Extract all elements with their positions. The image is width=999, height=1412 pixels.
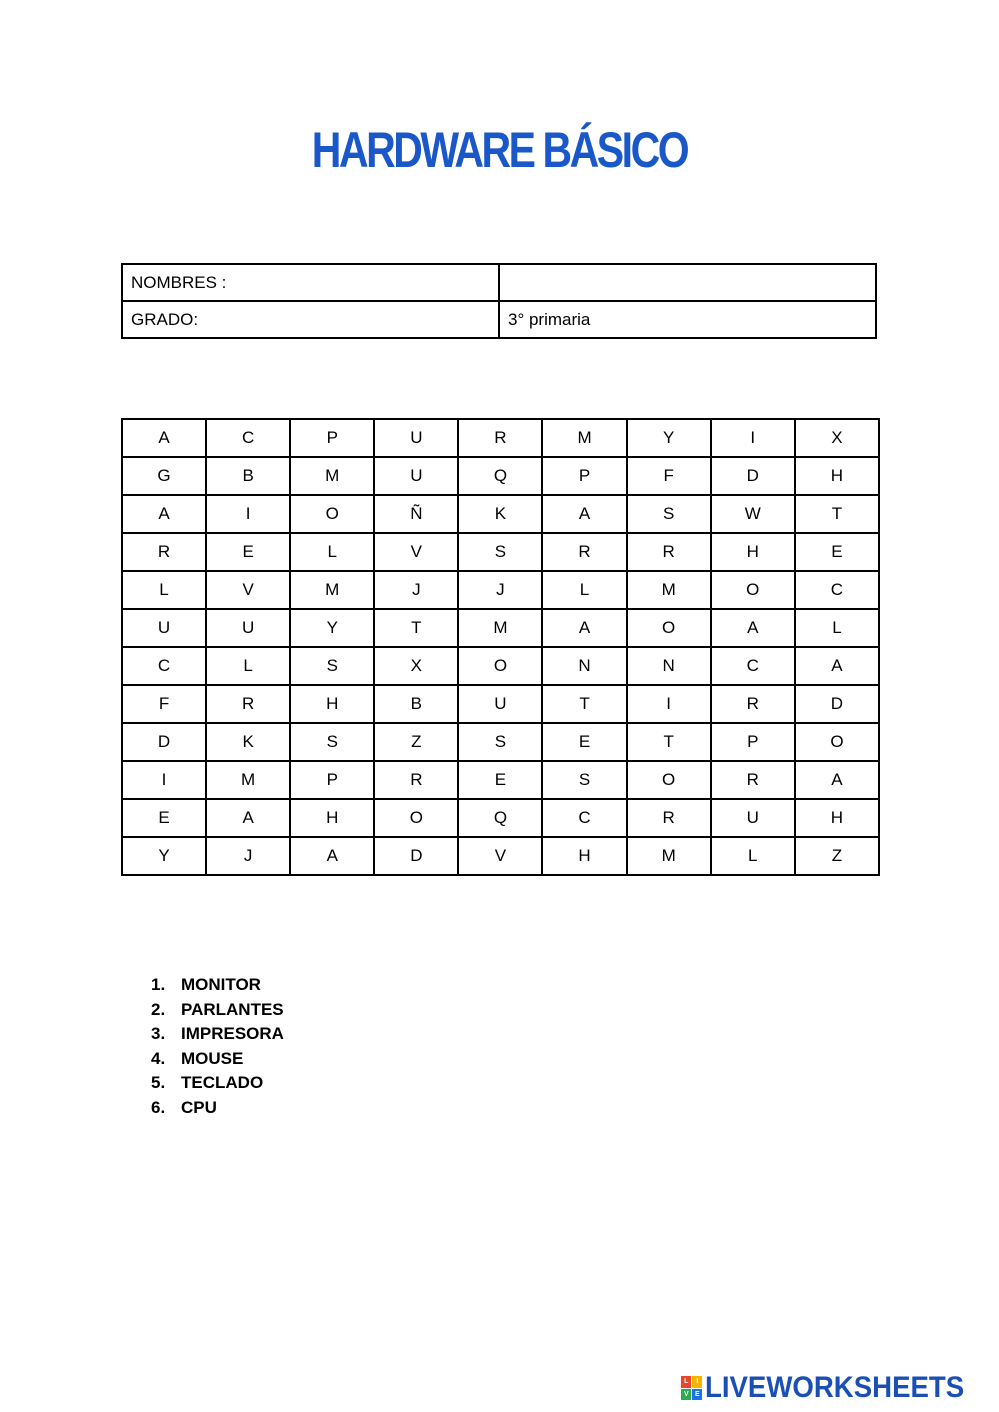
grid-cell[interactable]: O	[290, 495, 374, 533]
word-list-item	[151, 1096, 284, 1121]
footer-branding	[681, 1371, 987, 1405]
grid-cell[interactable]: P	[542, 457, 626, 495]
grid-cell[interactable]: Q	[458, 799, 542, 837]
grid-row	[122, 723, 879, 761]
grid-cell[interactable]: R	[206, 685, 290, 723]
grid-cell[interactable]: F	[122, 685, 206, 723]
grid-cell[interactable]: M	[542, 419, 626, 457]
word-list	[151, 973, 284, 1120]
grid-cell[interactable]: S	[627, 495, 711, 533]
grid-cell[interactable]: C	[795, 571, 879, 609]
word-search-grid	[121, 418, 880, 876]
brand-name: LIVEWORKSHEETS	[705, 1371, 965, 1404]
grid-cell[interactable]: V	[206, 571, 290, 609]
word-number: 6.	[151, 1097, 166, 1117]
grid-row	[122, 571, 879, 609]
word-number: 2.	[151, 999, 166, 1019]
grid-row	[122, 533, 879, 571]
grid-cell[interactable]: P	[290, 761, 374, 799]
grid-cell[interactable]: A	[542, 495, 626, 533]
grid-cell[interactable]: K	[206, 723, 290, 761]
grid-cell[interactable]: S	[290, 723, 374, 761]
grid-cell[interactable]: R	[122, 533, 206, 571]
grid-cell[interactable]: Y	[627, 419, 711, 457]
grid-cell[interactable]: P	[711, 723, 795, 761]
grid-cell[interactable]: C	[206, 419, 290, 457]
grid-cell[interactable]: H	[795, 799, 879, 837]
grid-cell[interactable]: L	[206, 647, 290, 685]
grid-cell[interactable]: U	[206, 609, 290, 647]
grid-cell[interactable]: K	[458, 495, 542, 533]
grid-cell[interactable]: M	[290, 457, 374, 495]
grid-row	[122, 457, 879, 495]
word-number: 4.	[151, 1048, 166, 1068]
grid-cell[interactable]: J	[206, 837, 290, 875]
grid-cell[interactable]: L	[795, 609, 879, 647]
grid-cell[interactable]: A	[206, 799, 290, 837]
names-label: NOMBRES :	[122, 264, 499, 301]
grid-cell[interactable]: D	[374, 837, 458, 875]
grid-cell[interactable]: N	[627, 647, 711, 685]
grid-cell[interactable]: M	[206, 761, 290, 799]
grid-cell[interactable]: C	[711, 647, 795, 685]
word-text: PARLANTES	[181, 999, 284, 1019]
grid-cell[interactable]: D	[795, 685, 879, 723]
grid-cell[interactable]: F	[627, 457, 711, 495]
grid-cell[interactable]: I	[122, 761, 206, 799]
grid-cell[interactable]: A	[795, 761, 879, 799]
grid-cell[interactable]: Ñ	[374, 495, 458, 533]
grid-cell[interactable]: E	[795, 533, 879, 571]
grid-cell[interactable]: X	[374, 647, 458, 685]
grid-row	[122, 799, 879, 837]
grid-cell[interactable]: T	[374, 609, 458, 647]
grid-cell[interactable]: H	[711, 533, 795, 571]
grid-cell[interactable]: A	[542, 609, 626, 647]
word-list-item	[151, 998, 284, 1023]
grid-cell[interactable]: E	[542, 723, 626, 761]
grid-cell[interactable]: U	[122, 609, 206, 647]
grid-cell[interactable]: O	[627, 609, 711, 647]
grid-cell[interactable]: L	[122, 571, 206, 609]
info-row-names	[122, 264, 876, 301]
grid-cell[interactable]: T	[542, 685, 626, 723]
grid-cell[interactable]: I	[627, 685, 711, 723]
grid-cell[interactable]: A	[122, 495, 206, 533]
grid-cell[interactable]: D	[711, 457, 795, 495]
grid-row	[122, 837, 879, 875]
grid-cell[interactable]: G	[122, 457, 206, 495]
grid-cell[interactable]: M	[458, 609, 542, 647]
word-number: 3.	[151, 1024, 166, 1043]
logo-letter: L	[681, 1376, 691, 1388]
grid-cell[interactable]: Z	[795, 837, 879, 875]
grid-cell[interactable]: C	[542, 799, 626, 837]
logo-letter: I	[692, 1376, 702, 1388]
grid-cell[interactable]: U	[374, 457, 458, 495]
grid-cell[interactable]: B	[206, 457, 290, 495]
grid-cell[interactable]: Y	[290, 609, 374, 647]
grid-cell[interactable]: O	[458, 647, 542, 685]
grid-cell[interactable]: U	[711, 799, 795, 837]
info-row-grade	[122, 301, 876, 338]
grid-cell[interactable]: R	[627, 799, 711, 837]
grid-row	[122, 609, 879, 647]
grid-row	[122, 761, 879, 799]
grid-cell[interactable]: E	[458, 761, 542, 799]
grid-cell[interactable]: X	[795, 419, 879, 457]
grid-cell[interactable]: H	[290, 799, 374, 837]
grid-cell[interactable]: U	[374, 419, 458, 457]
grid-cell[interactable]: R	[458, 419, 542, 457]
word-text: IMPRESORA	[181, 1024, 284, 1043]
grid-cell[interactable]: J	[458, 571, 542, 609]
grid-row	[122, 647, 879, 685]
word-text: MONITOR	[181, 975, 261, 994]
grid-cell[interactable]: R	[711, 761, 795, 799]
grid-cell[interactable]: I	[206, 495, 290, 533]
grid-cell[interactable]: S	[542, 761, 626, 799]
grid-cell[interactable]: O	[795, 723, 879, 761]
grid-cell[interactable]: L	[290, 533, 374, 571]
student-info-table	[121, 263, 877, 339]
grid-cell[interactable]: H	[542, 837, 626, 875]
grid-cell[interactable]: I	[711, 419, 795, 457]
grid-cell[interactable]: L	[711, 837, 795, 875]
grade-label: GRADO:	[122, 301, 499, 338]
grid-cell[interactable]: A	[290, 837, 374, 875]
grid-cell[interactable]: V	[374, 533, 458, 571]
grid-row	[122, 419, 879, 457]
grid-cell[interactable]: R	[542, 533, 626, 571]
grid-cell[interactable]: Y	[122, 837, 206, 875]
grid-cell[interactable]: A	[711, 609, 795, 647]
grid-cell[interactable]: J	[374, 571, 458, 609]
grid-cell[interactable]: L	[542, 571, 626, 609]
grid-cell[interactable]: R	[374, 761, 458, 799]
grid-cell[interactable]: E	[206, 533, 290, 571]
word-number: 1.	[151, 975, 166, 994]
word-list-item	[151, 973, 284, 998]
grid-cell[interactable]: S	[290, 647, 374, 685]
liveworksheets-logo-icon	[681, 1376, 702, 1400]
grid-cell[interactable]: O	[627, 761, 711, 799]
grid-cell[interactable]: A	[795, 647, 879, 685]
grid-cell[interactable]: S	[458, 723, 542, 761]
grid-cell[interactable]: B	[374, 685, 458, 723]
grid-cell[interactable]: O	[374, 799, 458, 837]
grid-cell[interactable]: C	[122, 647, 206, 685]
grid-cell[interactable]: W	[711, 495, 795, 533]
names-field[interactable]	[499, 264, 876, 301]
grid-cell[interactable]: V	[458, 837, 542, 875]
grid-cell[interactable]: T	[627, 723, 711, 761]
page-title: HARDWARE BÁSICO	[311, 122, 688, 178]
word-list-item	[151, 1071, 284, 1096]
word-text: TECLADO	[181, 1073, 264, 1092]
grid-cell[interactable]: R	[711, 685, 795, 723]
grid-cell[interactable]: S	[458, 533, 542, 571]
grid-cell[interactable]: O	[711, 571, 795, 609]
grid-cell[interactable]: R	[627, 533, 711, 571]
grid-cell[interactable]: H	[795, 457, 879, 495]
grid-cell[interactable]: M	[627, 837, 711, 875]
grid-cell[interactable]: M	[290, 571, 374, 609]
grid-cell[interactable]: H	[290, 685, 374, 723]
grid-cell[interactable]: N	[542, 647, 626, 685]
logo-letter: E	[692, 1389, 702, 1401]
grid-row	[122, 495, 879, 533]
grid-cell[interactable]: A	[122, 419, 206, 457]
grid-cell[interactable]: U	[458, 685, 542, 723]
logo-letter: V	[681, 1389, 691, 1401]
grid-cell[interactable]: D	[122, 723, 206, 761]
grid-row	[122, 685, 879, 723]
word-list-item	[151, 1047, 284, 1072]
grid-cell[interactable]: E	[122, 799, 206, 837]
grade-value[interactable]: 3° primaria	[499, 301, 876, 338]
word-text: MOUSE	[181, 1048, 244, 1068]
grid-cell[interactable]: P	[290, 419, 374, 457]
word-number: 5.	[151, 1073, 166, 1092]
grid-cell[interactable]: Q	[458, 457, 542, 495]
grid-cell[interactable]: M	[627, 571, 711, 609]
word-text: CPU	[181, 1097, 217, 1117]
grid-cell[interactable]: T	[795, 495, 879, 533]
grid-cell[interactable]: Z	[374, 723, 458, 761]
word-list-item	[151, 1022, 284, 1047]
